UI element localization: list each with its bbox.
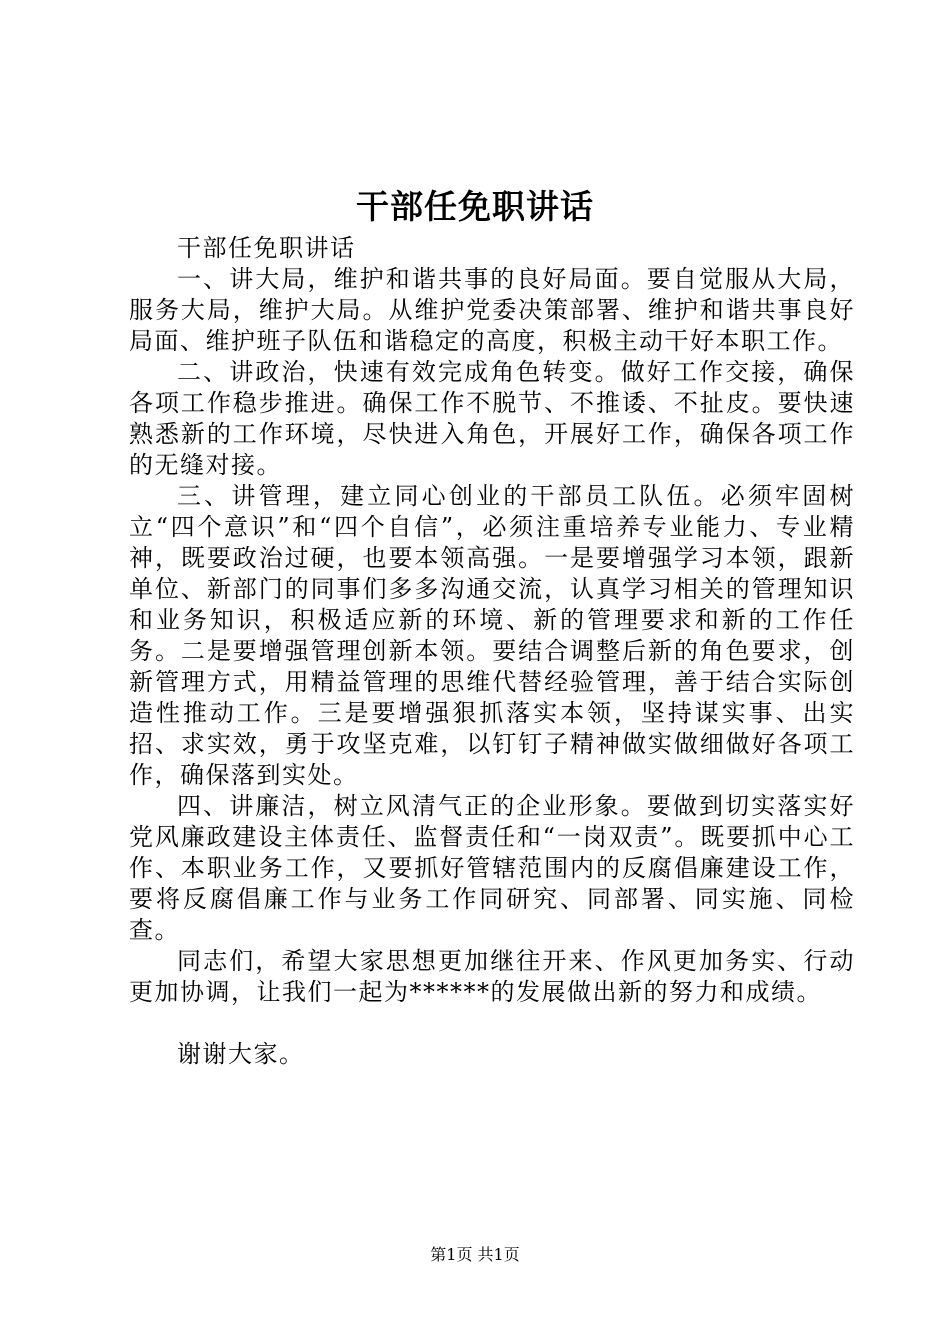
paragraph-3: 三、讲管理，建立同心创业的干部员工队伍。必须牢固树立“四个意识”和“四个自信”，必须注重培养专业能力、专业精神，既要政治过硬，也要本领高强。一是要增强学习本领，跟新单位、新部门的同事们多多沟通交流，认真学习相关的管理知识和业务知识，积极适应新的环境、新的管理要求和新的工作任务。二是要增强管理创新本领。要结合调整后新的角色要求，创新管理方式，用精益管理的思维代替经验管理，善于结合实际创造性推动工作。三是要增强狠抓落实本领，坚持谋实事、出实招、求实效，勇于攻坚克难，以钉钉子精神做实做细做好各项工作，确保落到实处。: [129, 482, 855, 789]
paragraph-5: 同志们，希望大家思想更加继往开来、作风更加务实、行动更加协调，让我们一起为******的发展做出新的努力和成绩。: [129, 947, 855, 1006]
closing-text: 谢谢大家。: [177, 1040, 305, 1068]
document-body: [129, 233, 855, 1070]
document-title: 干部任免职讲话: [356, 187, 594, 226]
paragraph-1: 一、讲大局，维护和谐共事的良好局面。要自觉服从大局，服务大局，维护大局。从维护党委决策部署、维护和谐共事良好局面、维护班子队伍和谐稳定的高度，积极主动干好本职工作。: [129, 265, 855, 355]
page-footer: 第1页 共1页: [430, 1245, 520, 1264]
paragraph-2: 二、讲政治，快速有效完成角色转变。做好工作交接，确保各项工作稳步推进。确保工作不脱节、不推诿、不扯皮。要快速熟悉新的工作环境，尽快进入角色，开展好工作，确保各项工作的无缝对接。: [129, 358, 855, 479]
paragraph-4: 四、讲廉洁，树立风清气正的企业形象。要做到切实落实好党风廉政建设主体责任、监督责任和“一岗双责”。既要抓中心工作、本职业务工作，又要抓好管辖范围内的反腐倡廉建设工作，要将反腐倡廉工作与业务工作同研究、同部署、同实施、同检查。: [129, 792, 855, 944]
document-subtitle: 干部任免职讲话: [177, 234, 356, 262]
